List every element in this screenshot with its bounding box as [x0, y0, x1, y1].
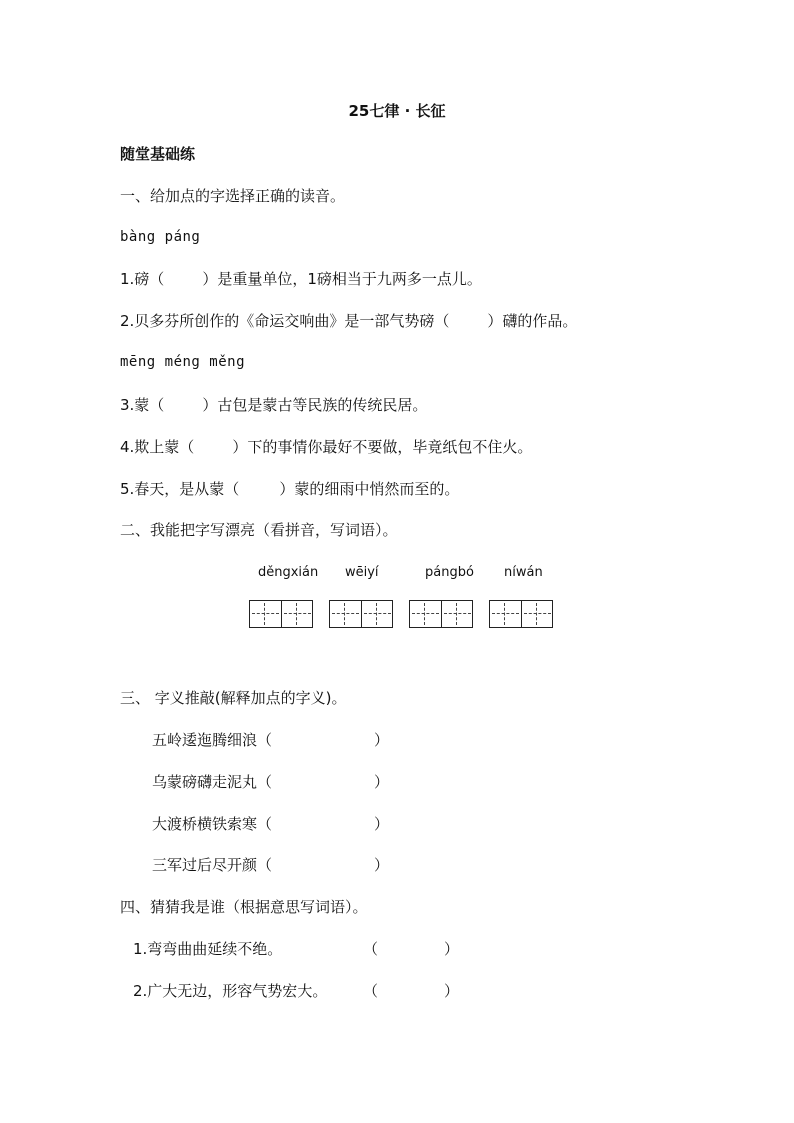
q1-item-4 [120, 440, 532, 455]
tianzige-box-3[interactable] [409, 600, 473, 628]
q3-item-1: 五岭逶迤腾细浪（ [152, 731, 273, 749]
q4-item-2: 2.广大无边，形容气势宏大。 [133, 982, 328, 1000]
q1-item-1-before: 1.磅（ [120, 270, 165, 288]
q4-item-1-close: ） [444, 940, 460, 958]
tianzige-cell[interactable] [441, 601, 473, 627]
q4-item-2-close: ） [444, 982, 460, 1000]
tianzige-cell[interactable] [521, 601, 553, 627]
q3-item-2-close: ） [374, 773, 390, 791]
tianzige-box-4[interactable] [489, 600, 553, 628]
q1-item-5-after: ）蒙的细雨中悄然而至的。 [279, 480, 460, 498]
tianzige-cell[interactable] [361, 601, 393, 627]
q1-item-4-after: ）下的事情你最好不要做，毕竟纸包不住火。 [232, 438, 533, 456]
q1-item-3-before: 3.蒙（ [120, 396, 165, 414]
q1-item-2 [120, 314, 577, 329]
tianzige-box-1[interactable] [249, 600, 313, 628]
q3-item-4-close: ） [374, 856, 390, 874]
q3-item-3: 大渡桥横铁索寒（ [152, 815, 273, 833]
q1-item-5 [120, 482, 459, 497]
q1-item-1-after: ）是重量单位，1磅相当于九两多一点儿。 [202, 270, 482, 288]
q1-item-5-before: 5.春天，是从蒙（ [120, 480, 240, 498]
section-heading: 随堂基础练 [120, 145, 196, 163]
q3-item-3-close: ） [374, 815, 390, 833]
q3-item-4: 三军过后尽开颜（ [152, 856, 273, 874]
q1-heading: 一、给加点的字选择正确的读音。 [120, 187, 346, 205]
q2-pinyin-2: wēiyí [345, 565, 379, 580]
q2-pinyin-4: níwán [504, 565, 543, 580]
q2-heading: 二、我能把字写漂亮（看拼音，写词语）。 [120, 521, 398, 539]
q3-heading: 三、 字义推敲(解释加点的字义)。 [120, 689, 347, 707]
tianzige-cell[interactable] [250, 601, 281, 627]
page-title: 25七律 · 长征 [348, 102, 446, 120]
tianzige-cell[interactable] [410, 601, 441, 627]
tianzige-cell[interactable] [330, 601, 361, 627]
q1-item-3-after: ）古包是蒙古等民族的传统民居。 [202, 396, 428, 414]
tianzige-cell[interactable] [281, 601, 313, 627]
q4-heading: 四、猜猜我是谁（根据意思写词语）。 [120, 898, 368, 916]
q4-item-1: 1.弯弯曲曲延续不绝。 [133, 940, 283, 958]
q4-item-1-open: （ [363, 940, 379, 958]
q1-item-4-before: 4.欺上蒙（ [120, 438, 195, 456]
q2-pinyin-3: pángbó [425, 565, 474, 580]
q1-item-1 [120, 272, 482, 287]
q1-item-2-after: ）礴的作品。 [487, 312, 578, 330]
q2-pinyin-1: děngxián [258, 565, 319, 580]
q1-item-3 [120, 398, 427, 413]
q1-item-2-before: 2.贝多芬所创作的《命运交响曲》是一部气势磅（ [120, 312, 450, 330]
tianzige-cell[interactable] [490, 601, 521, 627]
q1-pinyin-options-a: bàng páng [120, 229, 201, 245]
q3-item-2: 乌蒙磅礴走泥丸（ [152, 773, 273, 791]
tianzige-box-2[interactable] [329, 600, 393, 628]
q4-item-2-open: （ [363, 982, 379, 1000]
q1-pinyin-options-b: mēng méng měng [120, 354, 246, 370]
q3-item-1-close: ） [374, 731, 390, 749]
